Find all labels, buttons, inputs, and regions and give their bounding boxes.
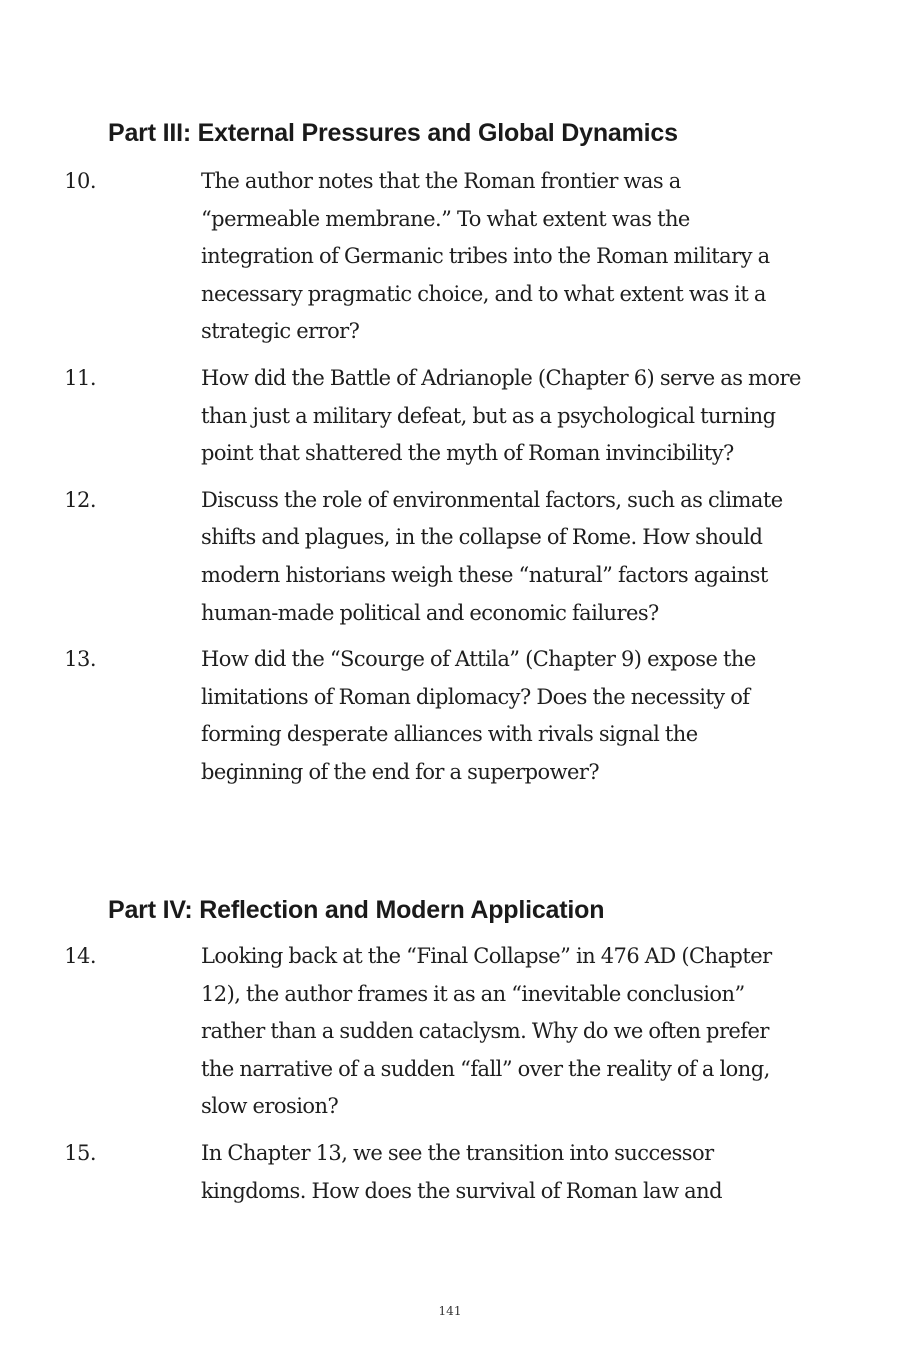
question-text: How did the “Scourge of Attila” (Chapter 9) expose the limitations of Roman diplomacy? Does the necessity of forming desperate alliances with rivals signal the beginning of the end for a superpower? — [201, 647, 756, 784]
question-text: Looking back at the “Final Collapse” in 476 AD (Chapter 12), the author frames it as an “inevitable conclusion” rather than a sudden cataclysm. Why do we often prefer the narrative of a sudden “fall” over the reality of a long, slow erosion? — [201, 944, 772, 1119]
question-number: 10. — [64, 169, 96, 193]
question-number: 13. — [64, 647, 96, 672]
question-number: 15. — [64, 1140, 96, 1165]
question-number: 12. — [64, 487, 96, 512]
question-item — [0, 360, 801, 473]
question-text: The author notes that the Roman frontier was a “permeable membrane.” To what extent was the integration of Germanic tribes into the Roman military a necessary pragmatic choice, and to what extent was it a strategic error? — [201, 169, 770, 344]
question-item — [0, 163, 801, 351]
question-text: Discuss the role of environmental factors, such as climate shifts and plagues, in the collapse of Rome. How should modern historians weigh these “natural” factors against human-made political and economic failures? — [201, 487, 783, 625]
section-heading-part-iii: Part III: External Pressures and Global Dynamics — [108, 119, 678, 147]
question-text: In Chapter 13, we see the transition into successor kingdoms. How does the survival of Roman law and — [201, 1140, 723, 1203]
question-item — [0, 938, 801, 1126]
question-item — [0, 1135, 801, 1210]
question-number: 14. — [64, 944, 96, 968]
section-heading-part-iv: Part IV: Reflection and Modern Application — [108, 896, 605, 924]
page-number: 141 — [438, 1304, 462, 1318]
question-list-part-iii — [0, 163, 900, 792]
question-item — [0, 641, 801, 791]
question-list-part-iv — [0, 938, 900, 1210]
question-number: 11. — [64, 365, 96, 390]
question-text: How did the Battle of Adrianople (Chapter 6) serve as more than just a military defeat, but as a psychological turning point that shattered the myth of Roman invincibility? — [201, 365, 801, 466]
question-item — [0, 482, 801, 632]
